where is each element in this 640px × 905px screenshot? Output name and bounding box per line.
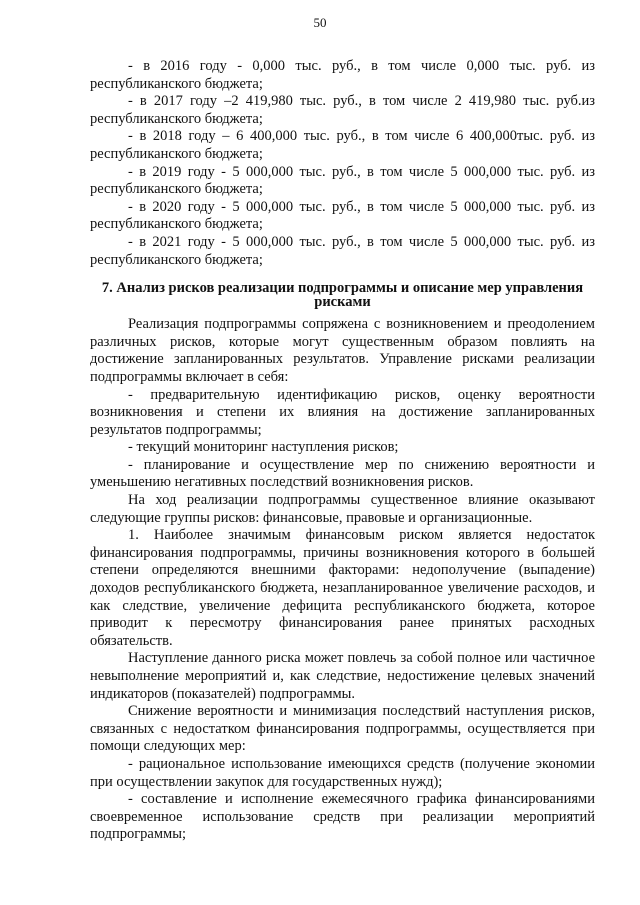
list-item-monthly-schedule: - составление и исполнение ежемесячного графика финансированиями своевременное использование средств при реализации мероприятий подпрограммы; [90, 791, 595, 843]
funding-item-2019: - в 2019 году - 5 000,000 тыс. руб., в том числе 5 000,000 тыс. руб. из республиканского бюджета; [90, 163, 595, 198]
paragraph-financial-risk: 1. Наиболее значимым финансовым риском является недостаток финансирования подпрограммы, причины возникновения которого в большей степени определяются внешними факторами: недополучение (выпадение) доходов республиканского бюджета, незапланированное увеличение расходов, и как следствие, увеличение дефицита республиканского бюджета, которое приводит к пересмотру финансирования ранее принятых расходных обязательств. [90, 527, 595, 649]
paragraph-risk-intro: Реализация подпрограммы сопряжена с возникновением и преодолением различных рисков, которые могут существенным образом повлиять на достижение запланированных результатов. Управление рисками реализации подпрограммы включает в себя: [90, 316, 595, 385]
page-number: 50 [313, 15, 327, 30]
list-item-planning: - планирование и осуществление мер по снижению вероятности и уменьшению негативных последствий возникновения рисков. [90, 456, 595, 491]
funding-item-2020: - в 2020 году - 5 000,000 тыс. руб., в том числе 5 000,000 тыс. руб. из республиканского бюджета; [90, 198, 595, 233]
list-item-identification: - предварительную идентификацию рисков, оценку вероятности возникновения и степени их влияния на достижение запланированных результатов подпрограммы; [90, 386, 595, 438]
page-body [90, 58, 595, 844]
funding-item-2021: - в 2021 году - 5 000,000 тыс. руб., в том числе 5 000,000 тыс. руб. из республиканского бюджета; [90, 233, 595, 268]
list-item-rational-use: - рациональное использование имеющихся средств (получение экономии при осуществлении закупок для государственных нужд); [90, 755, 595, 790]
funding-item-2016: - в 2016 году - 0,000 тыс. руб., в том числе 0,000 тыс. руб. из республиканского бюджета; [90, 58, 595, 92]
list-item-monitoring: - текущий мониторинг наступления рисков; [128, 439, 399, 456]
paragraph-risk-groups: На ход реализации подпрограммы существенное влияние оказывают следующие группы рисков: финансовые, правовые и организационные. [90, 492, 595, 526]
funding-item-2018: - в 2018 году – 6 400,000 тыс. руб., в том числе 6 400,000тыс. руб. из республиканского бюджета; [90, 128, 595, 162]
paragraph-risk-mitigation: Снижение вероятности и минимизация последствий наступления рисков, связанных с недостатком финансирования подпрограммы, осуществляется при помощи следующих мер: [90, 703, 595, 755]
section-heading: 7. Анализ рисков реализации подпрограммы и описание мер управления рисками [101, 280, 584, 311]
funding-item-2017: - в 2017 году –2 419,980 тыс. руб., в том числе 2 419,980 тыс. руб.из республиканского бюджета; [90, 93, 595, 127]
paragraph-risk-consequences: Наступление данного риска может повлечь за собой полное или частичное невыполнение мероприятий и, как следствие, недостижение целевых значений индикаторов (показателей) подпрограммы. [90, 650, 595, 702]
